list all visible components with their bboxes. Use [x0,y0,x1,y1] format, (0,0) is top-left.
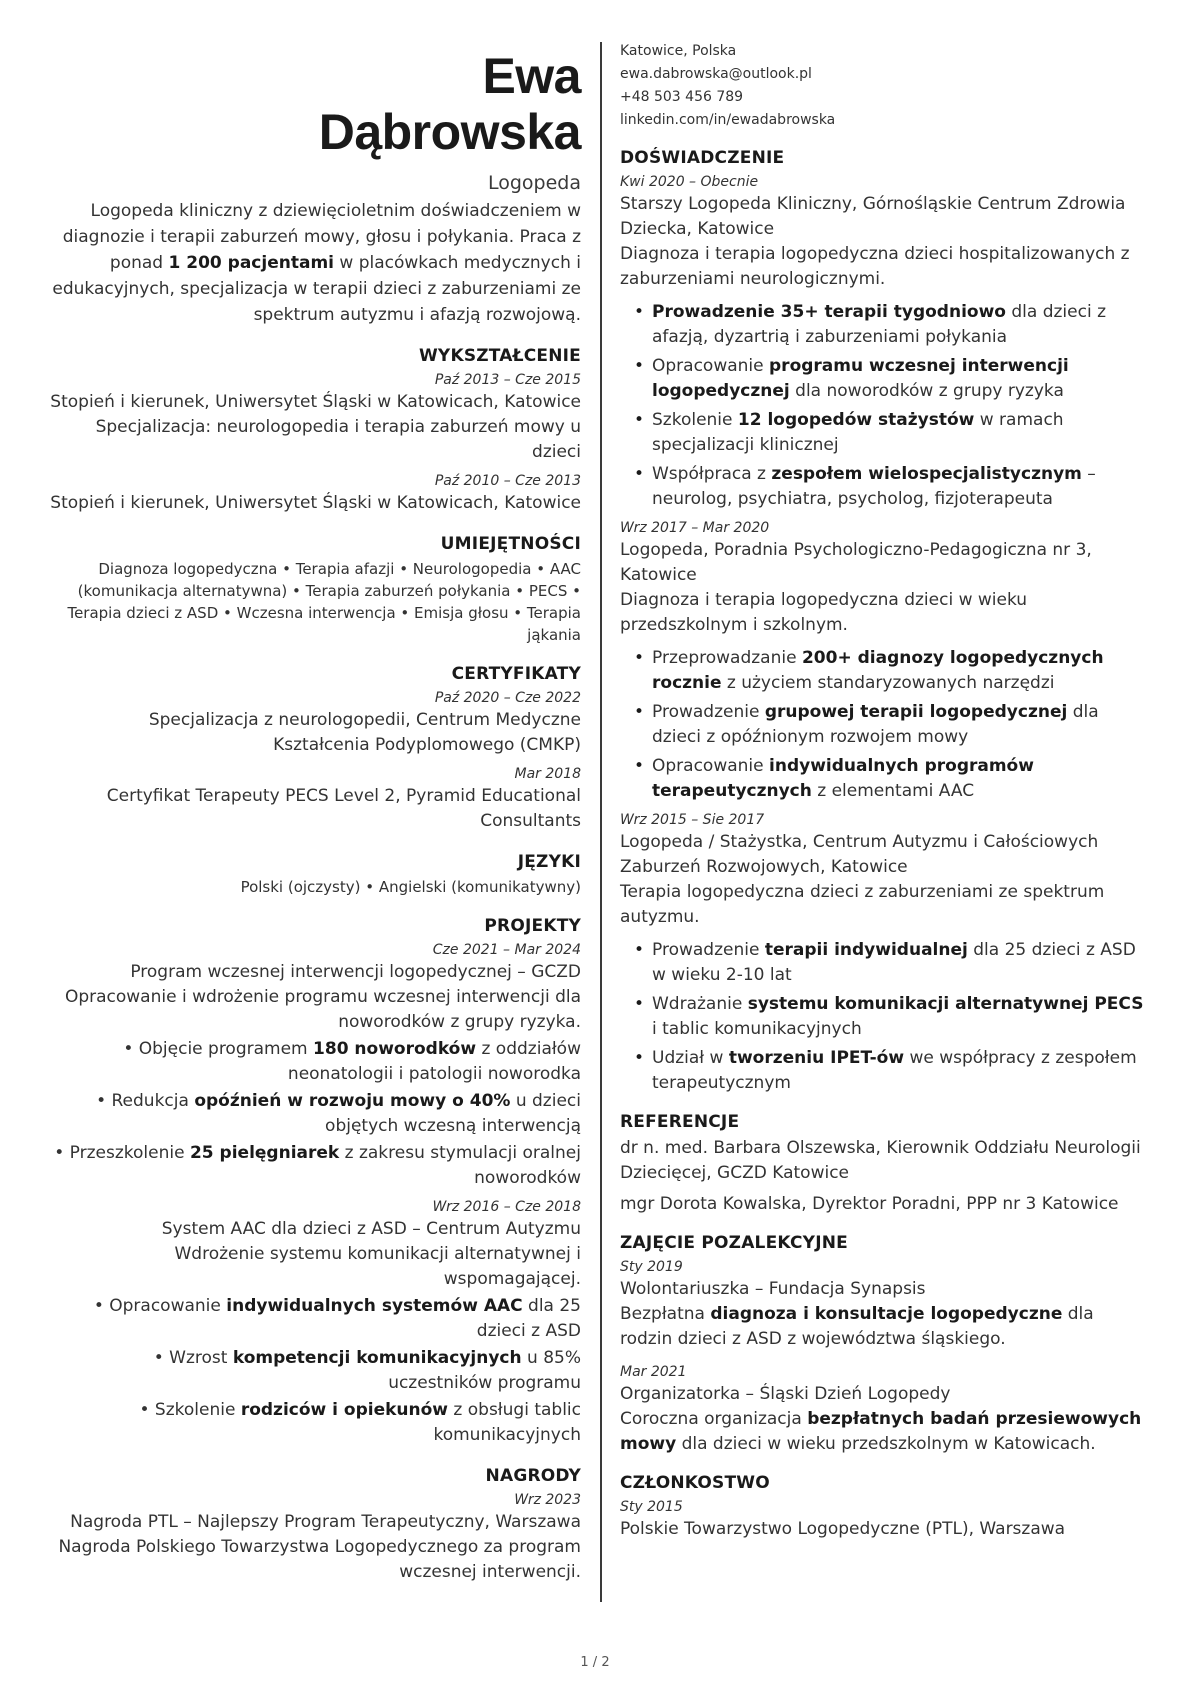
entry-date: Sty 2015 [620,1499,683,1515]
activity-entry [620,1257,1150,1352]
job-title: Logopeda, Poradnia Psychologiczno-Pedagogiczna nr 3, Katowice [620,540,1092,585]
job-bullet [652,754,1150,804]
membership-heading: CZŁONKOSTWO [620,1473,770,1493]
bullet-text: z zakresu stymulacji oralnej noworodków [339,1143,581,1188]
bullet-text: z obsługi tablic komunikacyjnych [433,1400,581,1445]
job-bullet [652,300,1150,350]
certificate-text: Specjalizacja z neurologopedii, Centrum Medyczne Kształcenia Podyplomowego (CMKP) [148,710,581,755]
first-name: Ewa [482,48,581,104]
job-bullet [652,992,1150,1042]
bullet-text: • Redukcja [96,1091,195,1111]
activity-description [620,1302,1150,1352]
contact-email[interactable]: ewa.dabrowska@outlook.pl [620,66,812,82]
bullet-text: Szkolenie [652,410,738,430]
contact-location: Katowice, Polska [620,43,737,59]
summary-highlight: 1 200 pacjentami [168,253,334,273]
job-bullet [652,462,1150,512]
project-bullet [48,1089,581,1139]
project-bullet [48,1398,581,1448]
awards-heading: NAGRODY [485,1466,581,1486]
job-bullet [652,938,1150,988]
job-bullets [620,938,1150,1096]
activity-text: dla rodzin dzieci z ASD z województwa śląskiego. [620,1304,1094,1349]
job-bullet [652,408,1150,458]
project-entry [48,940,581,1191]
bullet-text: • Przeszkolenie [54,1143,190,1163]
bullet-highlight: grupowej terapii logopedycznej [764,702,1068,722]
bullet-highlight: Prowadzenie 35+ terapii tygodniowo [652,302,1006,322]
entry-date: Mar 2021 [620,1364,687,1380]
project-bullet [48,1037,581,1087]
activity-description [620,1407,1150,1457]
entry-date: Sty 2019 [620,1259,683,1275]
contact-block [620,40,1150,132]
reference-item: dr n. med. Barbara Olszewska, Kierownik Oddziału Neurologii Dziecięcej, GCZD Katowice [620,1138,1141,1183]
certificates-heading: CERTYFIKATY [451,664,581,684]
activity-highlight: diagnoza i konsultacje logopedyczne [710,1304,1063,1324]
activity-title: Organizatorka – Śląski Dzień Logopedy [620,1384,951,1404]
project-description: Opracowanie i wdrożenie programu wczesnej interwencji dla noworodków z grupy ryzyka. [64,987,581,1032]
bullet-highlight: kompetencji komunikacyjnych [232,1348,522,1368]
job-entry [620,518,1150,804]
entry-date: Paź 2013 – Cze 2015 [434,372,581,388]
bullet-highlight: rodziców i opiekunów [240,1400,449,1420]
project-entry [48,1197,581,1448]
job-title: Starszy Logopeda Kliniczny, Górnośląskie Centrum Zdrowia Dziecka, Katowice [620,194,1126,239]
entry-date: Kwi 2020 – Obecnie [620,174,759,190]
column-divider [600,42,602,1602]
bullet-text: Przeprowadzanie [652,648,802,668]
bullet-text: dla 25 dzieci z ASD w wieku 2-10 lat [652,940,1136,985]
skills-list: Diagnoza logopedyczna • Terapia afazji • Neurologopedia • AAC (komunikacja alternatywna) • Terapia zaburzeń połykania • PECS • Terapia dzieci z ASD • Wczesna interwencja • Emisja głosu • Terapia jąkania [67,560,581,644]
job-bullet [652,354,1150,404]
references-heading: REFERENCJE [620,1112,740,1132]
award-item: Nagroda PTL – Najlepszy Program Terapeutyczny, Warszawa [70,1512,581,1532]
activity-text: Bezpłatna [620,1304,711,1324]
summary-text-end: w placówkach medycznych i edukacyjnych, specjalizacja w terapii dzieci z zaburzeniami ze spektrum autyzmu i afazją rozwojową. [52,253,581,325]
job-entry [620,810,1150,1096]
project-title: Program wczesnej interwencji logopedycznej – GCZD [130,962,581,982]
bullet-text: u dzieci objętych wczesną interwencją [325,1091,581,1136]
entry-degree: Stopień i kierunek, Uniwersytet Śląski w Katowicach, Katowice [50,493,581,513]
certificate-entry [48,764,581,834]
job-title: Logopeda / Stażystka, Centrum Autyzmu i Całościowych Zaburzeń Rozwojowych, Katowice [620,832,1099,877]
bullet-highlight: terapii indywidualnej [764,940,968,960]
summary [48,198,581,328]
bullet-text: Prowadzenie [652,940,765,960]
reference-item: mgr Dorota Kowalska, Dyrektor Poradni, PPP nr 3 Katowice [620,1194,1119,1214]
bullet-text: we współpracy z zespołem terapeutycznym [652,1048,1137,1093]
job-bullets [620,300,1150,512]
bullet-text: z oddziałów neonatologii i patologii noworodka [287,1039,581,1084]
project-bullet [48,1294,581,1344]
bullet-text: • Objęcie programem [123,1039,314,1059]
education-entry [48,471,581,516]
entry-date: Paź 2010 – Cze 2013 [434,473,581,489]
job-entry [620,172,1150,512]
job-bullet [652,646,1150,696]
right-column [620,40,1150,1542]
education-entry [48,370,581,465]
entry-date: Wrz 2015 – Sie 2017 [620,812,765,828]
entry-degree: Stopień i kierunek, Uniwersytet Śląski w Katowicach, Katowice [50,392,581,412]
name-heading [48,48,581,160]
bullet-highlight: 12 logopedów stażystów [737,410,975,430]
bullet-highlight: indywidualnych programów terapeutycznych [652,756,1034,801]
entry-date: Wrz 2017 – Mar 2020 [620,520,770,536]
entry-specialization: Specjalizacja: neurologopedia i terapia zaburzeń mowy u dzieci [95,417,581,462]
certificate-entry [48,688,581,758]
languages-list: Polski (ojczysty) • Angielski (komunikatywny) [240,878,581,896]
bullet-text: w ramach specjalizacji klinicznej [652,410,1064,455]
entry-date: Paź 2020 – Cze 2022 [434,690,581,706]
bullet-text: Opracowanie [652,356,770,376]
bullet-highlight: zespołem wielospecjalistycznym [771,464,1082,484]
activity-text: Coroczna organizacja [620,1409,808,1429]
activity-entry [620,1362,1150,1457]
experience-heading: DOŚWIADCZENIE [620,148,785,168]
bullet-highlight: opóźnień w rozwoju mowy o 40% [194,1091,511,1111]
contact-phone: +48 503 456 789 [620,89,744,105]
award-item: Nagroda Polskiego Towarzystwa Logopedycznego za program wczesnej interwencji. [58,1537,581,1582]
bullet-highlight: tworzeniu IPET-ów [728,1048,905,1068]
projects-heading: PROJEKTY [484,916,581,936]
entry-date: Wrz 2016 – Cze 2018 [432,1199,581,1215]
bullet-text: Opracowanie [652,756,770,776]
membership-item: Polskie Towarzystwo Logopedyczne (PTL), Warszawa [620,1519,1066,1539]
job-bullet [652,1046,1150,1096]
job-bullet [652,700,1150,750]
last-name: Dąbrowska [318,104,581,160]
entry-date: Mar 2018 [514,766,581,782]
project-description: Wdrożenie systemu komunikacji alternatywnej i wspomagającej. [174,1244,581,1289]
bullet-text: Prowadzenie [652,702,765,722]
certificate-text: Certyfikat Terapeuty PECS Level 2, Pyramid Educational Consultants [106,786,581,831]
bullet-text: i tablic komunikacyjnych [652,1019,862,1039]
activity-text: dla dzieci w wieku przedszkolnym w Katowicach. [676,1434,1096,1454]
left-column [48,40,581,1585]
bullet-text: Udział w [652,1048,729,1068]
bullet-highlight: indywidualnych systemów AAC [226,1296,523,1316]
project-bullet [48,1141,581,1191]
activity-title: Wolontariuszka – Fundacja Synapsis [620,1279,926,1299]
job-title: Logopeda [487,172,581,194]
bullet-highlight: systemu komunikacji alternatywnej PECS [747,994,1144,1014]
bullet-highlight: programu wczesnej interwencji logopedycznej [652,356,1069,401]
bullet-text: Wdrażanie [652,994,748,1014]
bullet-text: Współpraca z [652,464,772,484]
bullet-highlight: 200+ diagnozy logopedycznych rocznie [652,648,1104,693]
project-title: System AAC dla dzieci z ASD – Centrum Autyzmu [161,1219,581,1239]
languages-heading: JĘZYKI [517,852,581,872]
bullet-text: z elementami AAC [811,781,975,801]
entry-date: Cze 2021 – Mar 2024 [432,942,581,958]
bullet-highlight: 25 pielęgniarek [189,1143,340,1163]
summary-text: Logopeda kliniczny z dziewięcioletnim doświadczeniem w diagnozie i terapii zaburzeń mowy, głosu i połykania. Praca z ponad [62,201,581,273]
bullet-text: • Wzrost [153,1348,233,1368]
job-bullets [620,646,1150,804]
bullet-text: z użyciem standaryzowanych narzędzi [721,673,1055,693]
contact-linkedin[interactable]: linkedin.com/in/ewadabrowska [620,112,836,128]
job-description: Terapia logopedyczna dzieci z zaburzeniami ze spektrum autyzmu. [620,882,1105,927]
activity-highlight: bezpłatnych badań przesiewowych mowy [620,1409,1142,1454]
entry-date: Wrz 2023 [514,1492,581,1508]
education-heading: WYKSZTAŁCENIE [418,346,581,366]
bullet-text: u 85% uczestników programu [388,1348,581,1393]
bullet-text: dla dzieci z opóźnionym rozwojem mowy [652,702,1099,747]
extracurricular-heading: ZAJĘCIE POZALEKCYJNE [620,1233,848,1253]
project-bullet [48,1346,581,1396]
bullet-text: • Opracowanie [93,1296,227,1316]
bullet-text: dla noworodków z grupy ryzyka [789,381,1064,401]
bullet-text: • Szkolenie [139,1400,241,1420]
bullet-text: – neurolog, psychiatra, psycholog, fizjoterapeuta [652,464,1096,509]
bullet-text: dla dzieci z afazją, dyzartrią i zaburzeniami połykania [652,302,1107,347]
bullet-highlight: 180 noworodków [313,1039,477,1059]
job-description: Diagnoza i terapia logopedyczna dzieci hospitalizowanych z zaburzeniami neurologicznymi. [620,244,1130,289]
job-description: Diagnoza i terapia logopedyczna dzieci w wieku przedszkolnym i szkolnym. [620,590,1028,635]
bullet-text: dla 25 dzieci z ASD [476,1296,581,1341]
page-number: 1 / 2 [580,1655,610,1670]
skills-heading: UMIEJĘTNOŚCI [440,534,581,554]
